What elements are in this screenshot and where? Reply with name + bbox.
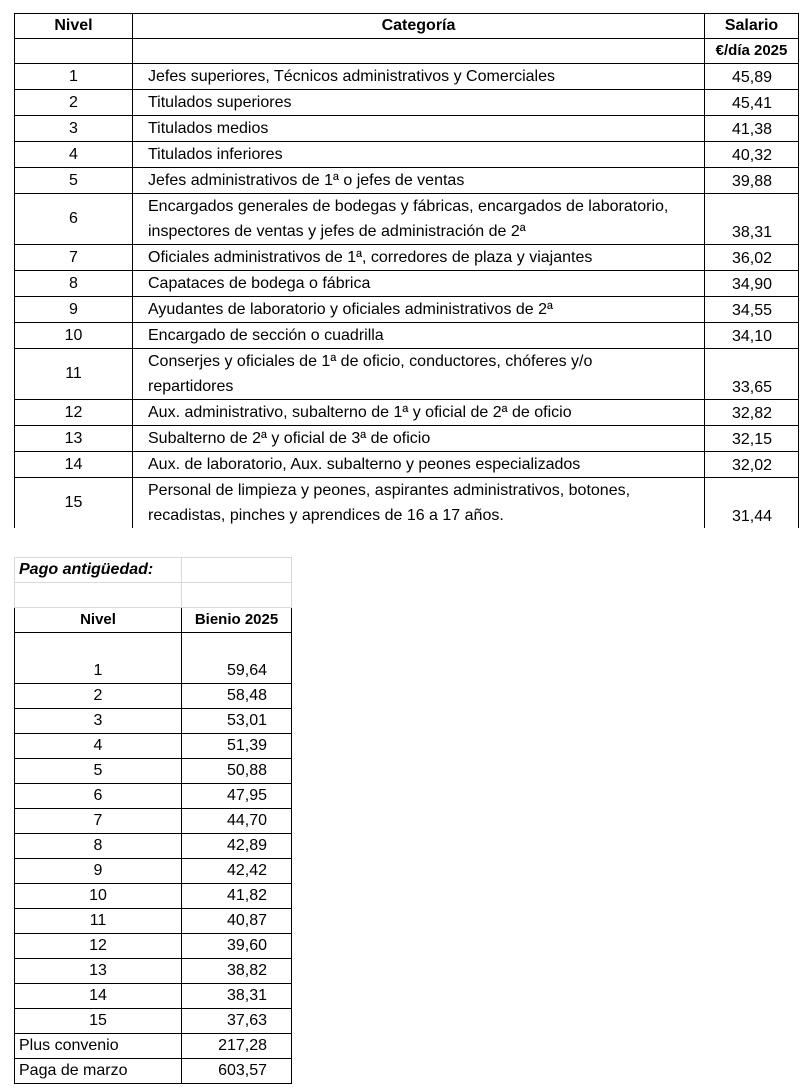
cell-bienio: 50,88 <box>182 759 292 784</box>
unit-blank-categoria <box>133 39 705 64</box>
cell-salario: 40,32 <box>705 142 799 168</box>
cell-nivel: 4 <box>15 734 182 759</box>
header-salario: Salario <box>705 14 799 39</box>
cell-nivel: 15 <box>15 1009 182 1034</box>
cell-nivel: 14 <box>15 452 133 478</box>
table-row <box>15 64 799 90</box>
table-row <box>15 734 292 759</box>
cell-nivel: 8 <box>15 834 182 859</box>
cell-categoria: Aux. administrativo, subalterno de 1ª y oficial de 2ª de oficio <box>133 400 705 426</box>
cell-salario: 31,44 <box>705 478 799 529</box>
cell-salario: 38,31 <box>705 194 799 245</box>
cell-nivel: 2 <box>15 90 133 116</box>
cell-bienio: 37,63 <box>182 1009 292 1034</box>
cell-bienio: 53,01 <box>182 709 292 734</box>
salary-header-row <box>15 14 799 39</box>
table-row <box>15 759 292 784</box>
cell-categoria: Encargados generales de bodegas y fábricas, encargados de laboratorio, inspectores de ventas y jefes de administración de 2ª <box>133 194 705 245</box>
cell-nivel: 5 <box>15 759 182 784</box>
cell-categoria: Jefes administrativos de 1ª o jefes de ventas <box>133 168 705 194</box>
seniority-table <box>14 557 292 1084</box>
extra-value: 603,57 <box>182 1059 292 1084</box>
extra-label: Paga de marzo <box>15 1059 182 1084</box>
table-row <box>15 809 292 834</box>
cell-salario: 34,90 <box>705 271 799 297</box>
table-row <box>15 859 292 884</box>
cell-salario: 33,65 <box>705 349 799 400</box>
header-nivel: Nivel <box>15 14 133 39</box>
seniority-spacer-row <box>15 633 292 660</box>
cell-nivel: 8 <box>15 271 133 297</box>
cell-categoria: Conserjes y oficiales de 1ª de oficio, conductores, chóferes y/o repartidores <box>133 349 705 400</box>
table-row <box>15 834 292 859</box>
cell-nivel: 7 <box>15 245 133 271</box>
extra-value: 217,28 <box>182 1034 292 1059</box>
seniority-title-row <box>15 558 292 583</box>
table-row <box>15 959 292 984</box>
cell-nivel: 12 <box>15 934 182 959</box>
table-row <box>15 142 799 168</box>
cell-categoria: Encargado de sección o cuadrilla <box>133 323 705 349</box>
cell-nivel: 3 <box>15 709 182 734</box>
seniority-blank-row <box>15 583 292 608</box>
cell-bienio: 42,89 <box>182 834 292 859</box>
cell-nivel: 14 <box>15 984 182 1009</box>
cell-categoria: Titulados inferiores <box>133 142 705 168</box>
cell-bienio: 59,64 <box>182 659 292 684</box>
table-row <box>15 90 799 116</box>
table-row <box>15 684 292 709</box>
seniority-header-row <box>15 608 292 633</box>
table-row <box>15 1009 292 1034</box>
cell-salario: 45,41 <box>705 90 799 116</box>
header-categoria: Categoría <box>133 14 705 39</box>
blank-cell <box>15 633 182 660</box>
cell-nivel: 1 <box>15 659 182 684</box>
table-row <box>15 168 799 194</box>
cell-bienio: 42,42 <box>182 859 292 884</box>
extra-row <box>15 1059 292 1084</box>
table-row <box>15 709 292 734</box>
cell-categoria: Jefes superiores, Técnicos administrativos y Comerciales <box>133 64 705 90</box>
table-row <box>15 452 799 478</box>
table-row <box>15 271 799 297</box>
cell-salario: 34,10 <box>705 323 799 349</box>
cell-nivel: 9 <box>15 859 182 884</box>
cell-nivel: 11 <box>15 909 182 934</box>
cell-categoria: Oficiales administrativos de 1ª, corredores de plaza y viajantes <box>133 245 705 271</box>
cell-bienio: 41,82 <box>182 884 292 909</box>
cell-bienio: 39,60 <box>182 934 292 959</box>
header-nivel: Nivel <box>15 608 182 633</box>
cell-bienio: 38,82 <box>182 959 292 984</box>
seniority-title: Pago antigüedad: <box>15 558 182 583</box>
table-row <box>15 426 799 452</box>
table-row <box>15 984 292 1009</box>
cell-nivel: 10 <box>15 884 182 909</box>
table-row <box>15 659 292 684</box>
cell-nivel: 11 <box>15 349 133 400</box>
cell-nivel: 12 <box>15 400 133 426</box>
table-row <box>15 245 799 271</box>
cell-bienio: 44,70 <box>182 809 292 834</box>
table-row <box>15 116 799 142</box>
cell-salario: 41,38 <box>705 116 799 142</box>
table-row <box>15 784 292 809</box>
blank-cell <box>182 633 292 660</box>
cell-bienio: 51,39 <box>182 734 292 759</box>
cell-nivel: 1 <box>15 64 133 90</box>
salary-unit: €/día 2025 <box>705 39 799 64</box>
unit-blank-nivel <box>15 39 133 64</box>
extra-label: Plus convenio <box>15 1034 182 1059</box>
salary-table <box>14 13 799 528</box>
table-row <box>15 400 799 426</box>
cell-salario: 34,55 <box>705 297 799 323</box>
table-row <box>15 323 799 349</box>
cell-nivel: 10 <box>15 323 133 349</box>
cell-bienio: 58,48 <box>182 684 292 709</box>
header-bienio: Bienio 2025 <box>182 608 292 633</box>
table-row <box>15 909 292 934</box>
cell-salario: 36,02 <box>705 245 799 271</box>
extra-row <box>15 1034 292 1059</box>
cell-categoria: Titulados medios <box>133 116 705 142</box>
cell-bienio: 40,87 <box>182 909 292 934</box>
cell-nivel: 13 <box>15 426 133 452</box>
cell-nivel: 3 <box>15 116 133 142</box>
seniority-title-blank <box>182 558 292 583</box>
table-row <box>15 884 292 909</box>
cell-nivel: 7 <box>15 809 182 834</box>
blank-cell <box>182 583 292 608</box>
cell-categoria: Subalterno de 2ª y oficial de 3ª de oficio <box>133 426 705 452</box>
cell-nivel: 5 <box>15 168 133 194</box>
cell-categoria: Personal de limpieza y peones, aspirantes administrativos, botones, recadistas, pinches y aprendices de 16 a 17 años. <box>133 478 705 529</box>
cell-categoria: Capataces de bodega o fábrica <box>133 271 705 297</box>
cell-categoria: Titulados superiores <box>133 90 705 116</box>
cell-categoria: Aux. de laboratorio, Aux. subalterno y peones especializados <box>133 452 705 478</box>
table-row <box>15 297 799 323</box>
cell-nivel: 15 <box>15 478 133 529</box>
cell-salario: 32,02 <box>705 452 799 478</box>
cell-nivel: 6 <box>15 194 133 245</box>
cell-nivel: 4 <box>15 142 133 168</box>
table-row <box>15 349 799 400</box>
cell-salario: 32,82 <box>705 400 799 426</box>
cell-nivel: 13 <box>15 959 182 984</box>
salary-unit-row <box>15 39 799 64</box>
cell-salario: 39,88 <box>705 168 799 194</box>
cell-nivel: 2 <box>15 684 182 709</box>
cell-salario: 32,15 <box>705 426 799 452</box>
cell-nivel: 6 <box>15 784 182 809</box>
cell-bienio: 38,31 <box>182 984 292 1009</box>
cell-categoria: Ayudantes de laboratorio y oficiales administrativos de 2ª <box>133 297 705 323</box>
blank-cell <box>15 583 182 608</box>
table-row <box>15 934 292 959</box>
table-row <box>15 478 799 529</box>
cell-bienio: 47,95 <box>182 784 292 809</box>
cell-nivel: 9 <box>15 297 133 323</box>
cell-salario: 45,89 <box>705 64 799 90</box>
table-row <box>15 194 799 245</box>
